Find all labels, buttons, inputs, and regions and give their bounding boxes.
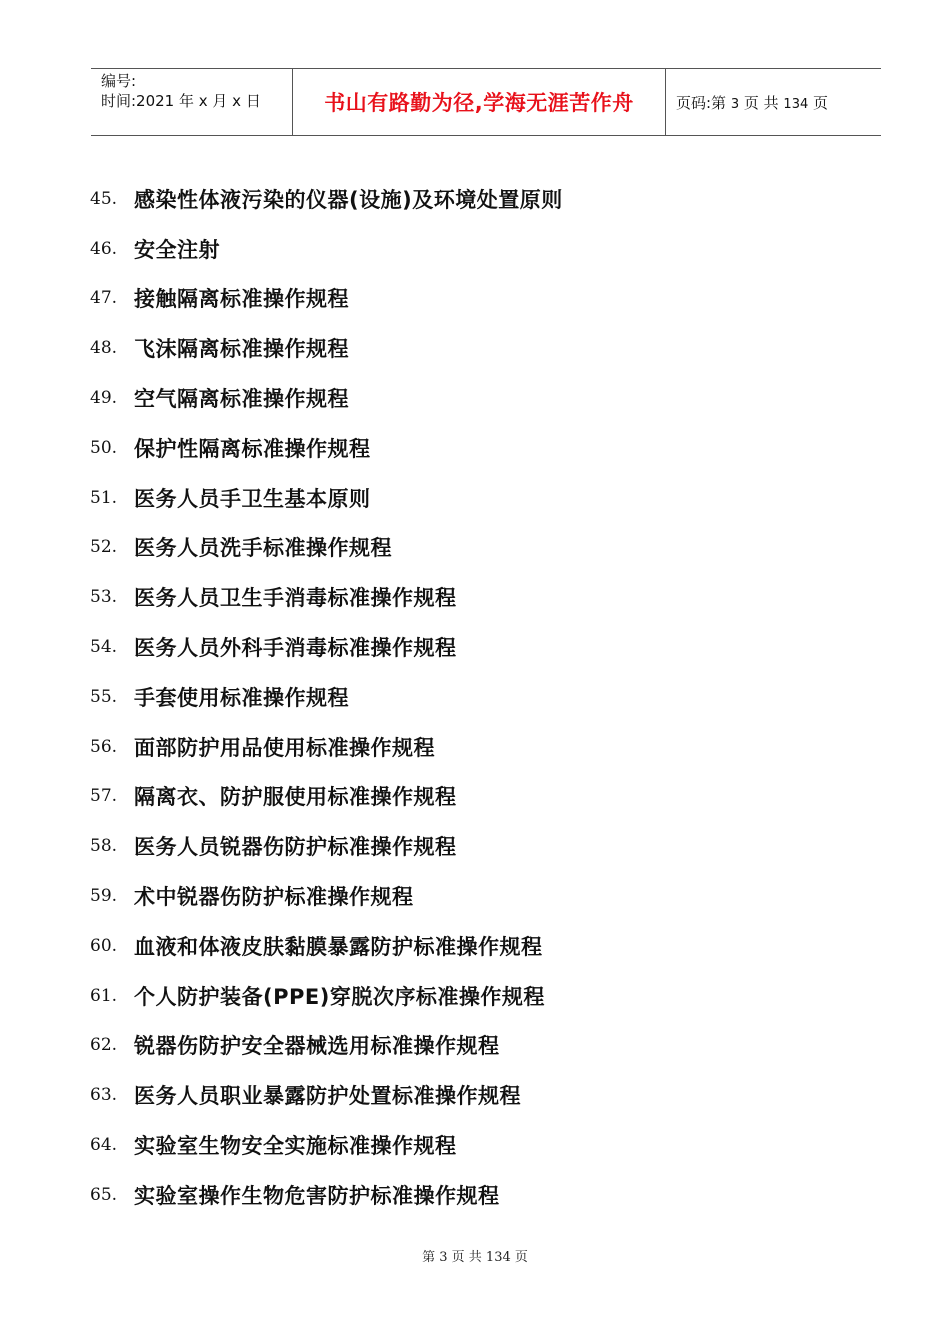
toc-item-title: 飞沫隔离标准操作规程: [134, 337, 349, 362]
toc-item-number: 63.: [90, 1085, 118, 1106]
toc-item-title: 医务人员职业暴露防护处置标准操作规程: [134, 1084, 521, 1109]
toc-item-title: 医务人员锐器伤防护标准操作规程: [134, 835, 457, 860]
toc-item: [90, 622, 563, 672]
toc-item-number: 51.: [90, 487, 118, 508]
toc-item-number: 52.: [90, 537, 118, 558]
toc-item: [90, 921, 563, 971]
toc-item-title: 医务人员手卫生基本原则: [134, 486, 371, 511]
toc-item: [90, 174, 563, 224]
toc-item-title: 感染性体液污染的仪器(设施)及环境处置原则: [134, 187, 563, 212]
toc-item: [90, 971, 563, 1021]
toc-item-number: 53.: [90, 587, 118, 608]
page-header: [91, 68, 881, 136]
toc-item-title: 血液和体液皮肤黏膜暴露防护标准操作规程: [134, 934, 543, 959]
toc-item-title: 接触隔离标准操作规程: [134, 287, 349, 312]
toc-list: [90, 174, 563, 1220]
page-info: [676, 92, 828, 113]
toc-item-title: 实验室生物安全实施标准操作规程: [134, 1134, 457, 1159]
toc-item-title: 隔离衣、防护服使用标准操作规程: [134, 785, 457, 810]
header-page-cell: [666, 69, 881, 135]
toc-item: [90, 821, 563, 871]
toc-item-title: 锐器伤防护安全器械选用标准操作规程: [134, 1034, 500, 1059]
toc-item: [90, 871, 563, 921]
toc-item-number: 56.: [90, 736, 118, 757]
motto: 书山有路勤为径,学海无涯苦作舟: [324, 91, 634, 115]
toc-item-number: 58.: [90, 836, 118, 857]
toc-item-title: 医务人员洗手标准操作规程: [134, 536, 392, 561]
toc-item: [90, 1070, 563, 1120]
toc-item-number: 57.: [90, 786, 118, 807]
code-label: 编号:: [101, 72, 137, 90]
page-footer: 第 3 页 共 134 页: [422, 1250, 528, 1265]
toc-item-number: 47.: [90, 288, 118, 309]
toc-item: [90, 1170, 563, 1220]
toc-item: [90, 1120, 563, 1170]
toc-item-number: 50.: [90, 437, 118, 458]
page-suffix: 页: [808, 93, 829, 112]
toc-item-number: 64.: [90, 1135, 118, 1156]
toc-item-title: 术中锐器伤防护标准操作规程: [134, 885, 414, 910]
toc-item-number: 62.: [90, 1035, 118, 1056]
toc-item-number: 54.: [90, 637, 118, 658]
toc-item: [90, 772, 563, 822]
page-current: 3: [730, 96, 740, 112]
toc-item: [90, 224, 563, 274]
toc-item-number: 60.: [90, 935, 118, 956]
toc-item-title: 个人防护装备(PPE)穿脱次序标准操作规程: [134, 984, 545, 1009]
toc-item-title: 医务人员卫生手消毒标准操作规程: [134, 586, 457, 611]
time-line: 时间:2021 年 x 月 x 日: [101, 92, 261, 110]
toc-item-title: 安全注射: [134, 237, 220, 262]
toc-item: [90, 572, 563, 622]
toc-item: [90, 274, 563, 324]
toc-item-number: 61.: [90, 985, 118, 1006]
page-mid: 页 共: [739, 93, 784, 112]
toc-item: [90, 423, 563, 473]
toc-item: [90, 473, 563, 523]
toc-item-title: 医务人员外科手消毒标准操作规程: [134, 636, 457, 661]
toc-item-title: 保护性隔离标准操作规程: [134, 436, 371, 461]
page-total: 134: [783, 96, 809, 112]
toc-item-number: 45.: [90, 188, 118, 209]
toc-item-number: 49.: [90, 388, 118, 409]
toc-item: [90, 323, 563, 373]
toc-item-number: 59.: [90, 886, 118, 907]
toc-item-title: 手套使用标准操作规程: [134, 685, 349, 710]
header-meta-cell: [91, 69, 293, 135]
toc-item-title: 实验室操作生物危害防护标准操作规程: [134, 1183, 500, 1208]
toc-item: [90, 672, 563, 722]
toc-item-number: 55.: [90, 686, 118, 707]
toc-item: [90, 523, 563, 573]
toc-item: [90, 1021, 563, 1071]
page-prefix: 页码:第: [676, 93, 731, 112]
toc-item: [90, 373, 563, 423]
toc-item-title: 面部防护用品使用标准操作规程: [134, 735, 435, 760]
toc-item-number: 48.: [90, 338, 118, 359]
toc-item-number: 65.: [90, 1184, 118, 1205]
toc-item-number: 46.: [90, 238, 118, 259]
toc-item-title: 空气隔离标准操作规程: [134, 387, 349, 412]
toc-item: [90, 722, 563, 772]
header-motto-cell: [293, 69, 666, 135]
